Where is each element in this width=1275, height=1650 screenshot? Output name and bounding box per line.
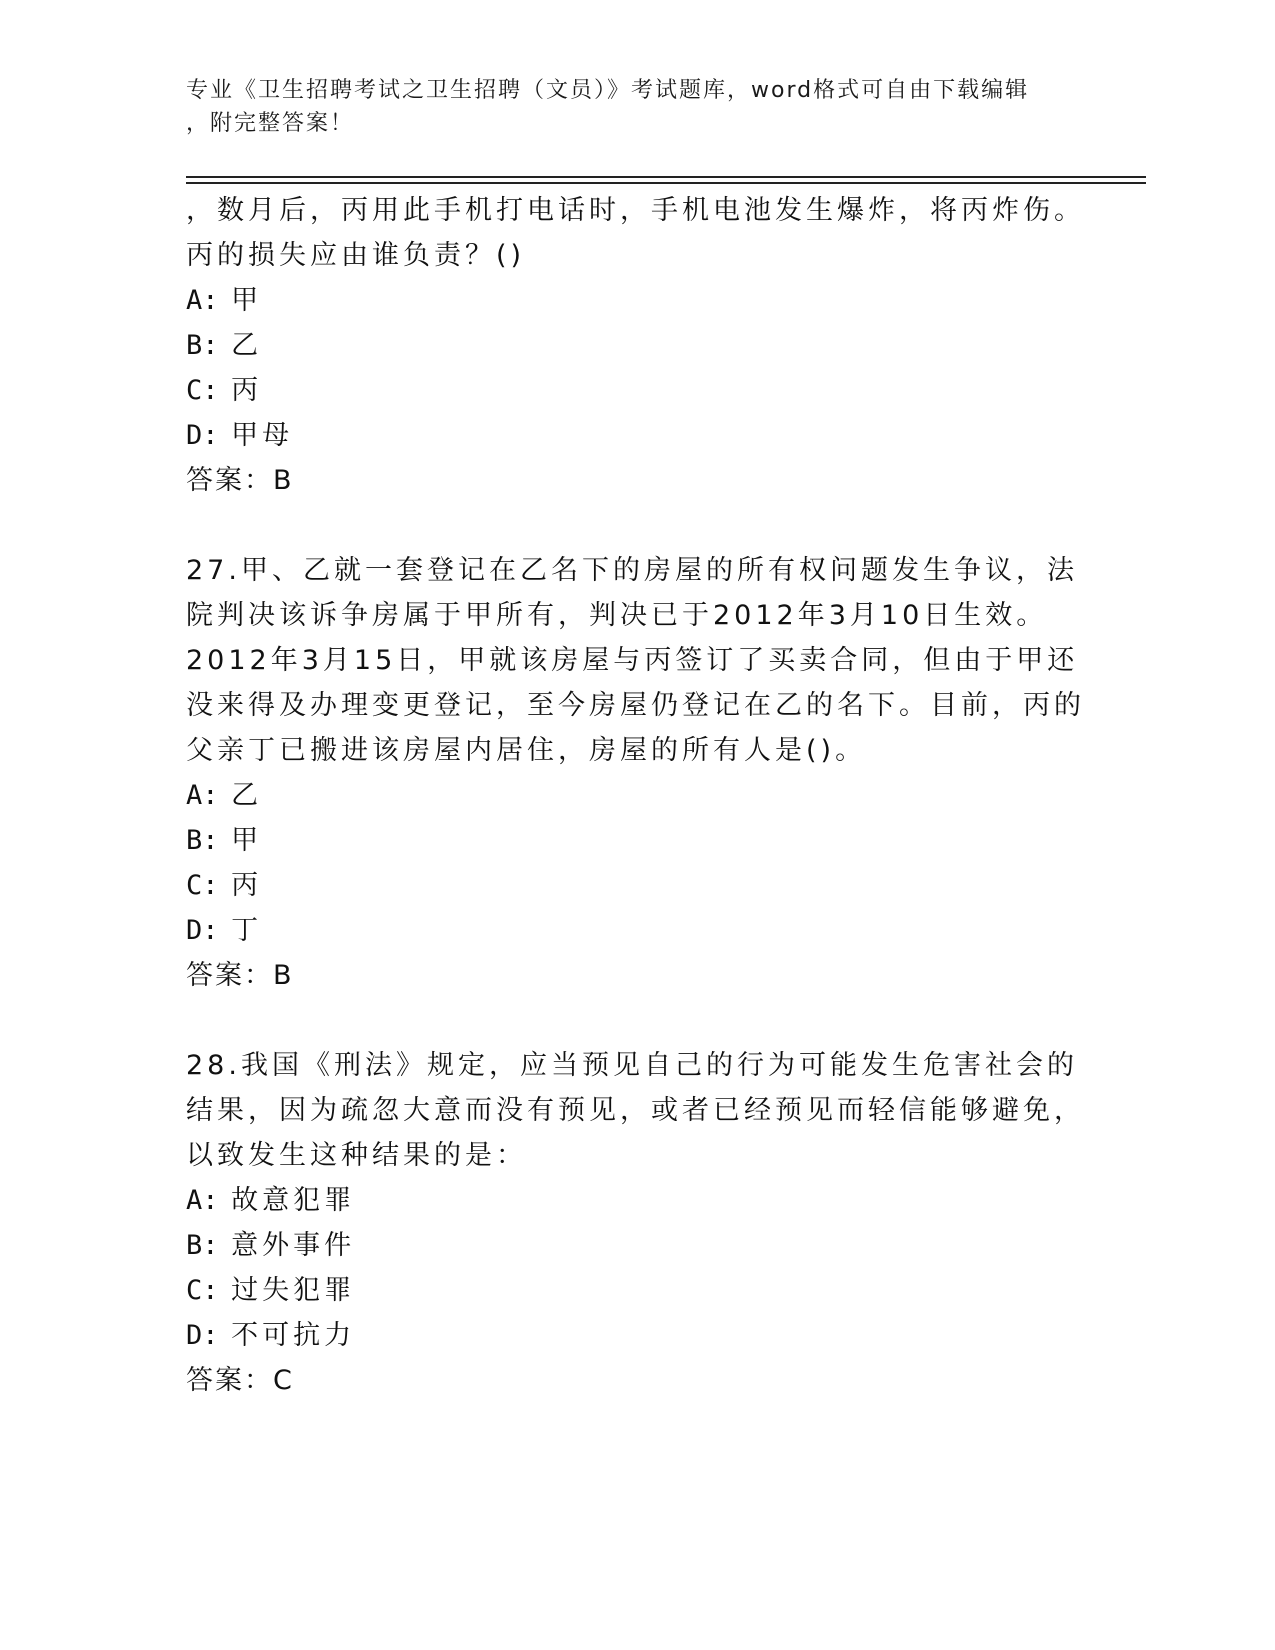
document-header [186, 74, 1066, 140]
option-b: B: 乙 [186, 330, 263, 361]
header-divider-bottom [186, 182, 1146, 184]
option-a: A: 甲 [186, 285, 263, 316]
option-c: C: 丙 [186, 870, 263, 901]
answer-line: 答案：B [186, 960, 294, 991]
question-text: ，数月后，丙用此手机打电话时，手机电池发生爆炸，将丙炸伤。丙的损失应由谁负责？() [186, 195, 1085, 271]
question-list [186, 188, 1086, 1403]
header-line-2: ，附完整答案！ [186, 111, 355, 136]
option-d: D: 丁 [186, 915, 263, 946]
option-b: B: 意外事件 [186, 1230, 356, 1261]
option-d: D: 甲母 [186, 420, 294, 451]
option-c: C: 过失犯罪 [186, 1275, 356, 1306]
question-text: 27.甲、乙就一套登记在乙名下的房屋的所有权问题发生争议，法院判决该诉争房属于甲所有，判决已于2012年3月10日生效。2012年3月15日，甲就该房屋与丙签订了买卖合同，但由于甲还没来得及办理变更登记，至今房屋仍登记在乙的名下。目前，丙的父亲丁已搬进该房屋内居住，房屋的所有人是()。 [186, 555, 1085, 766]
question-text: 28.我国《刑法》规定，应当预见自己的行为可能发生危害社会的结果，因为疏忽大意而没有预见，或者已经预见而轻信能够避免，以致发生这种结果的是： [186, 1050, 1085, 1171]
question-block [186, 1043, 1086, 1403]
answer-line: 答案：C [186, 1365, 294, 1396]
question-block [186, 188, 1086, 503]
option-a: A: 故意犯罪 [186, 1185, 356, 1216]
option-c: C: 丙 [186, 375, 263, 406]
option-d: D: 不可抗力 [186, 1320, 356, 1351]
question-block [186, 548, 1086, 998]
option-b: B: 甲 [186, 825, 263, 856]
header-divider-top [186, 176, 1146, 178]
option-a: A: 乙 [186, 780, 263, 811]
header-line-1: 专业《卫生招聘考试之卫生招聘（文员）》考试题库，word格式可自由下载编辑 [186, 78, 1030, 103]
answer-line: 答案：B [186, 465, 294, 496]
